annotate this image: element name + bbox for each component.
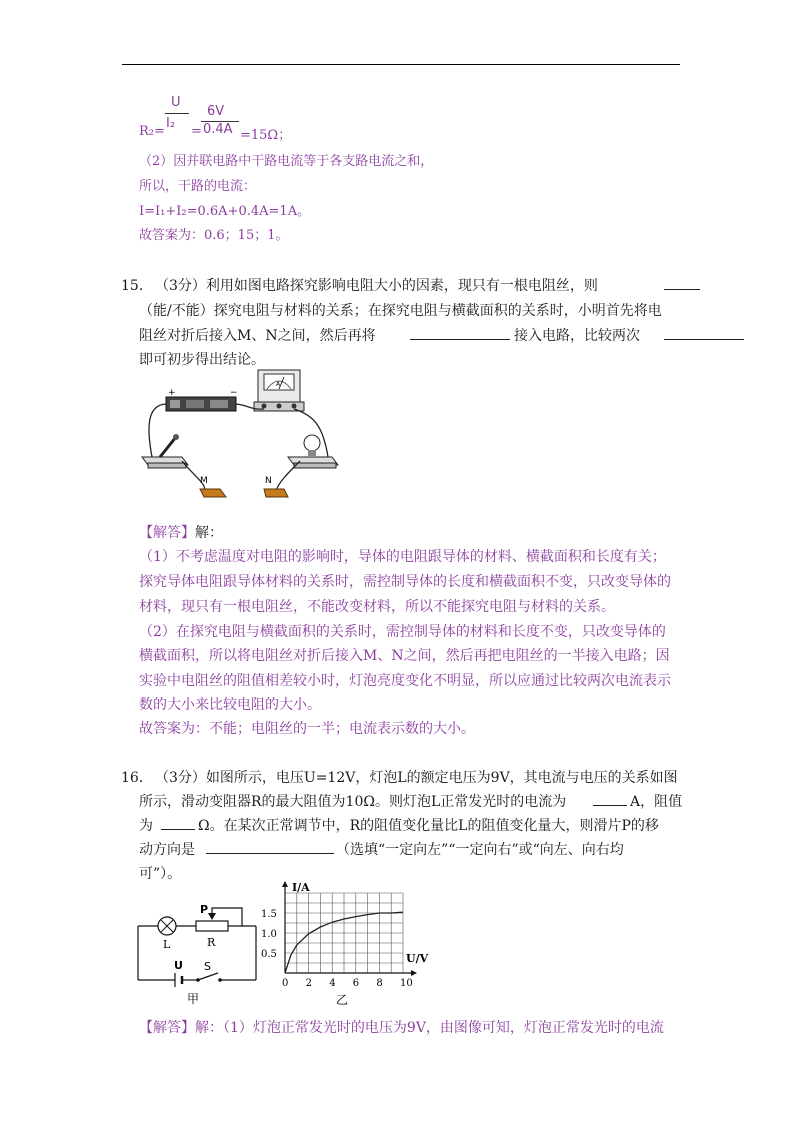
frac1-bar — [165, 113, 189, 114]
prev-line-2: （2）因并联电路中干路电流等于各支路电流之和， — [139, 154, 434, 169]
rheostat-label: R — [207, 936, 216, 949]
clip-n-label: N — [265, 476, 272, 486]
q16-line-3a: 为 — [139, 818, 153, 834]
battery-symbol — [174, 959, 183, 987]
svg-text:−: − — [230, 388, 238, 398]
q16-line-2a: 所示，滑动变阻器R的最大阻值为10Ω。则灯泡L正常发光时的电流为 — [139, 794, 567, 810]
switch-symbol — [196, 960, 222, 982]
voltage-label: U — [174, 959, 183, 972]
q15-line-4: 即可初步得出结论。 — [139, 352, 265, 368]
q16-blank-3[interactable] — [206, 841, 334, 854]
y-tick-label: 0.5 — [261, 949, 277, 960]
q15-answer-3: 材料，现只有一根电阻丝，不能改变材料，所以不能探究电阻与材料的关系。 — [139, 599, 615, 615]
frac2-numerator: 6V — [207, 104, 225, 119]
ammeter-label: A — [276, 381, 281, 388]
q16-line-1: （3分）如图所示，电压U=12V，灯泡L的额定电压为9V，其电流与电压的关系如图 — [155, 770, 678, 786]
prev-line-3: 所以，干路的电流： — [139, 179, 257, 194]
q15-circuit-figure — [138, 365, 348, 515]
q15-answer-7: 数的大小来比较电阻的大小。 — [139, 697, 321, 713]
q16-line-2b: A，阻值 — [630, 794, 683, 810]
ammeter — [254, 370, 304, 411]
q15-answer-4: （2）在探究电阻与横截面积的关系时，需控制导体的材料和长度不变，只改变导体的 — [139, 624, 666, 640]
x-tick-label: 0 — [282, 978, 289, 989]
q16-blank-1[interactable] — [593, 793, 627, 806]
q16-line-5: 可”）。 — [139, 866, 182, 882]
frac-equals: = — [191, 124, 202, 139]
r2-prefix: R₂= — [139, 124, 165, 139]
q16-line-3b: Ω。在某次正常调节中，R的阻值变化量比L的阻值变化量大，则滑片P的移 — [198, 818, 659, 834]
x-tick-label: 4 — [329, 978, 336, 989]
q15-line-1: （3分）利用如图电路探究影响电阻大小的因素，现只有一根电阻丝，则 — [155, 278, 598, 294]
q15-line-3a: 阻丝对折后接入M、N之间，然后再将 — [139, 328, 376, 344]
chart-grid — [285, 893, 403, 973]
frac1-denominator: I₂ — [166, 116, 176, 131]
q16-answer-text: 解：（1）灯泡正常发光时的电压为9V，由图像可知，灯泡正常发光时的电流 — [195, 1020, 664, 1036]
q15-answer-tag: 【解答】 — [139, 525, 195, 541]
bulb — [288, 435, 338, 468]
y-tick-label: 1.5 — [261, 909, 277, 920]
y-axis-arrow — [282, 881, 288, 887]
x-tick-label: 2 — [305, 978, 312, 989]
frac1-numerator: U — [171, 95, 181, 110]
q15-answer-8: 故答案为：不能；电阻丝的一半；电流表示数的大小。 — [139, 721, 475, 737]
iv-chart — [258, 878, 438, 1008]
header-rule — [122, 64, 680, 65]
chart-axes — [282, 881, 417, 976]
q15-blank-1[interactable] — [664, 277, 700, 290]
q15-answer-5: 横截面积，所以将电阻丝对折后接入M、N之间，然后再把电阻丝的一半接入电路；因 — [139, 648, 670, 664]
q15-answer-2: 探究导体电阻跟导体材料的关系时，需控制导体的长度和横截面积不变，只改变导体的 — [139, 574, 671, 590]
q16-number: 16． — [121, 770, 153, 786]
q16-circuit-diagram — [132, 890, 272, 1008]
clip-m-label: M — [200, 476, 208, 486]
svg-text:+: + — [168, 388, 176, 398]
x-tick-label: 6 — [352, 978, 360, 989]
q15-blank-3[interactable] — [664, 327, 744, 340]
circuit-caption: 甲 — [187, 992, 200, 1006]
q16-answer-tag: 【解答】 — [139, 1020, 195, 1036]
slider-label: P — [200, 903, 209, 916]
q15-line-3b: 接入电路，比较两次 — [514, 328, 640, 344]
x-tick-label: 8 — [376, 978, 383, 989]
y-tick-label: 1.0 — [261, 929, 277, 940]
chart-ylabel: I/A — [292, 881, 310, 894]
prev-line-4: I=I₁+I₂=0.6A+0.4A=1A。 — [139, 204, 311, 219]
q15-number: 15． — [121, 278, 153, 294]
q15-blank-2[interactable] — [410, 327, 510, 340]
prev-line-5: 故答案为：0.6；15；1。 — [139, 228, 289, 243]
q16-blank-2[interactable] — [161, 817, 195, 830]
q15-line-2: （能/不能）探究电阻与材料的关系；在探究电阻与横截面积的关系时，小明首先将电 — [139, 303, 662, 319]
chart-xlabel: U/V — [406, 952, 429, 965]
q15-answer-6: 实验中电阻丝的阻值相差较小时，灯泡亮度变化不明显，所以应通过比较两次电流表示 — [139, 673, 671, 689]
lamp-symbol — [158, 917, 176, 951]
circuit-wires — [138, 908, 256, 980]
switch-label: S — [204, 960, 211, 973]
chart-caption: 乙 — [336, 993, 349, 1007]
battery-pack — [166, 388, 238, 411]
clip-n — [264, 476, 288, 497]
q15-answer-1: （1）不考虑温度对电阻的影响时，导体的电阻跟导体的材料、横截面积和长度有关； — [139, 549, 666, 565]
x-tick-label: 10 — [400, 978, 413, 989]
q16-line-4b: （选填“一定向左”“一定向右”或“向左、向右均 — [336, 842, 624, 858]
q15-answer-tag2: 解： — [195, 525, 223, 541]
x-axis-arrow — [411, 970, 417, 976]
q16-line-4a: 动方向是 — [139, 842, 195, 858]
lamp-label: L — [163, 938, 171, 951]
frac2-denominator: 0.4A — [203, 122, 233, 137]
r2-result: =15Ω； — [240, 128, 292, 143]
wires — [149, 404, 328, 491]
